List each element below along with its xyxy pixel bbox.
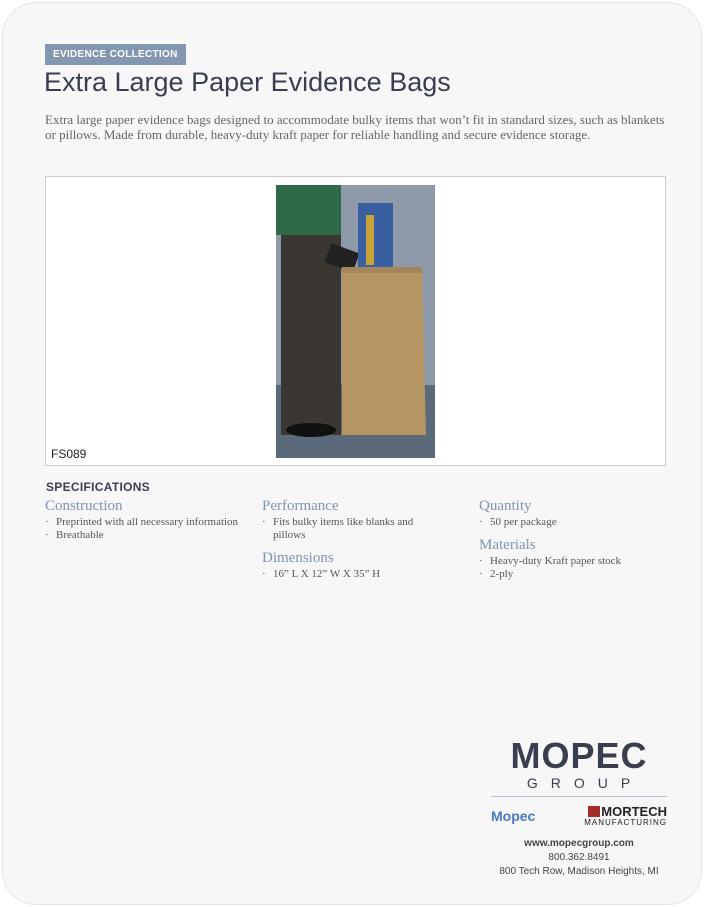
footer-logo-block xyxy=(491,735,667,879)
dimensions-heading: Dimensions xyxy=(262,550,334,566)
page-title: Extra Large Paper Evidence Bags xyxy=(44,67,451,97)
materials-heading: Materials xyxy=(479,537,536,553)
list-item: · 2-ply xyxy=(479,568,679,581)
website-link[interactable]: www.mopecgroup.com xyxy=(524,838,634,849)
page xyxy=(2,2,702,905)
address: 800 Tech Row, Madison Heights, MI xyxy=(499,866,659,877)
list-item: · Fits bulky items like blanks and pillows xyxy=(262,516,447,542)
performance-heading: Performance xyxy=(262,498,339,514)
divider xyxy=(491,796,667,797)
quantity-heading: Quantity xyxy=(479,498,532,514)
product-image-frame xyxy=(45,176,666,466)
mopec-sub-logo: Mopec xyxy=(491,808,536,824)
product-photo xyxy=(276,185,435,458)
construction-heading: Construction xyxy=(45,498,123,514)
list-item: · Heavy-duty Kraft paper stock xyxy=(479,555,679,568)
list-item: · 16” L X 12” W X 35” H xyxy=(262,568,447,581)
list-item: · Preprinted with all necessary information xyxy=(45,516,245,529)
list-item: · 50 per package xyxy=(479,516,679,529)
product-sku: FS089 xyxy=(51,447,87,461)
category-badge: EVIDENCE COLLECTION xyxy=(45,44,186,65)
spec-column-1 xyxy=(45,498,245,550)
list-item: · Breathable xyxy=(45,529,245,542)
spec-column-3 xyxy=(479,498,679,589)
specifications-heading: SPECIFICATIONS xyxy=(46,480,150,494)
mopec-logo: MOPEC xyxy=(510,735,648,776)
mortech-logo: MORTECH MANUFACTURING xyxy=(584,803,667,827)
group-wordmark: GROUP xyxy=(526,775,644,791)
phone: 800.362.8491 xyxy=(548,852,610,863)
description: Extra large paper evidence bags designed to accommodate bulky items that won’t fit in standard sizes, such as blankets or pillows. Made from durable, heavy-duty kraft paper for reliable handling and secure evidence storage. xyxy=(45,112,665,142)
spec-column-2 xyxy=(262,498,447,589)
